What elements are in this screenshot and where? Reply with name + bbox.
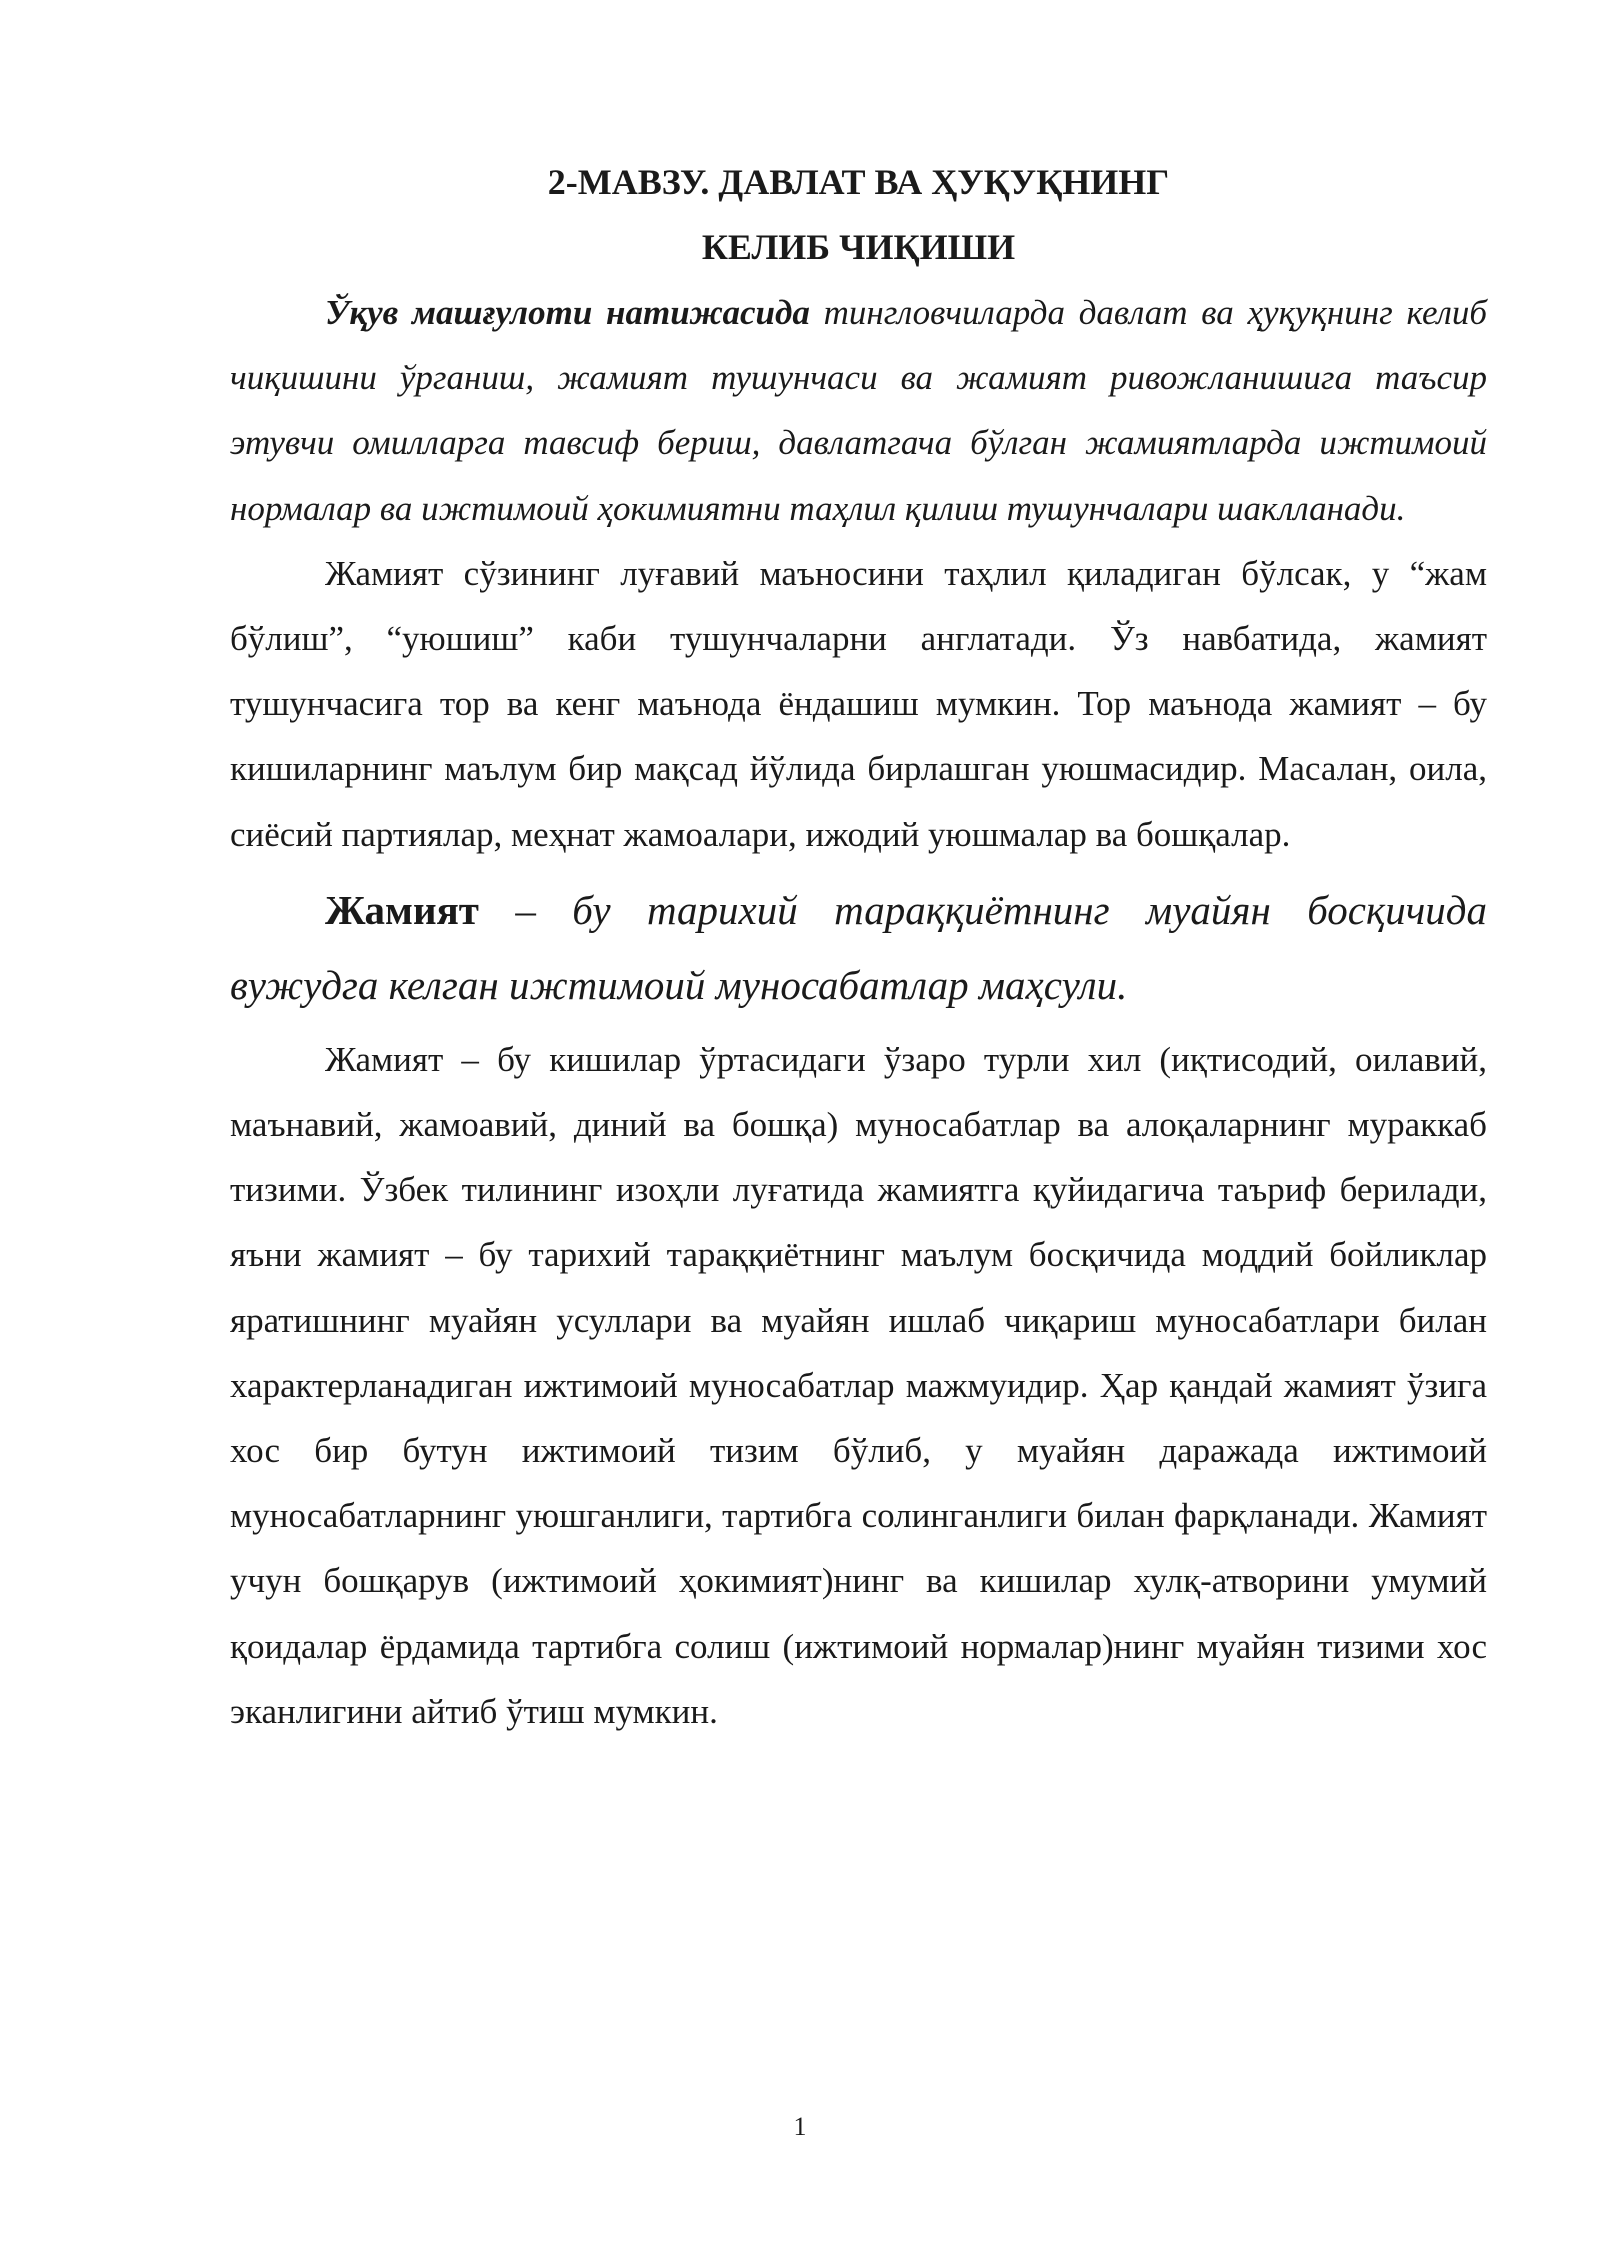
page-content [230, 150, 1487, 1744]
definition-paragraph [230, 873, 1487, 1023]
title-line-1: 2-МАВЗУ. ДАВЛАТ ВА ҲУҚУҚНИНГ [547, 162, 1170, 202]
objectives-lead: Ўқув машғулоти натижасида [325, 293, 810, 332]
learning-objectives-paragraph [230, 280, 1487, 541]
body-paragraph-1: Жамият сўзининг луғавий маъносини таҳлил қиладиган бўлсак, у “жам бўлиш”, “уюшиш” каби тушунчаларни англатади. Ўз навбатида, жамият тушунчасига тор ва кенг маънода ёндашиш мумкин. Тор маънода жамият – бу кишиларнинг маълум бир мақсад йўлида бирлашган уюшмасидир. Масалан, оила, сиёсий партиялар, меҳнат жамоалари, ижодий уюшмалар ва бошқалар. [230, 553, 1487, 854]
page-number: 1 [793, 2112, 807, 2141]
body-paragraph-2: Жамият – бу кишилар ўртасидаги ўзаро турли хил (иқтисодий, оилавий, маънавий, жамоавий, диний ва бошқа) муносабатлар ва алоқаларнинг мураккаб тизими. Ўзбек тилининг изоҳли луғатида жамиятга қуйидагича таъриф берилади, яъни жамият – бу тарихий тараққиётнинг маълум босқичида моддий бойликлар яратишнинг муайян усуллари ва муайян ишлаб чиқариш муносабатлари билан характерланадиган ижтимоий муносабатлар мажмуидир. Ҳар қандай жамият ўзига хос бир бутун ижтимоий тизим бўлиб, у муайян даражада ижтимоий муносабатларнинг уюшганлиги, тартибга солинганлиги билан фарқланади. Жамият учун бошқарув (ижтимоий ҳокимият)нинг ва кишилар хулқ-атворини умумий қоидалар ёрдамида тартибга солиш (ижтимоий нормалар)нинг муайян тизими хос эканлигини айтиб ўтиш мумкин. [230, 1039, 1487, 1731]
title-line-2: КЕЛИБ ЧИҚИШИ [701, 227, 1016, 267]
objectives-text: тингловчиларда давлат ва ҳуқуқнинг келиб чиқишини ўрганиш, жамият тушунчаси ва жамият ривожланишига таъсир этувчи омилларга тавсиф бериш, давлатгача бўлган жамиятларда ижтимоий нормалар ва ижтимоий ҳокимиятни таҳлил қилиш тушунчалари шаклланади. [230, 293, 1487, 528]
definition-term: Жамият [325, 886, 479, 933]
definition-body: – бу тарихий тараққиётнинг муайян босқичида вужудга келган ижтимоий муносабатлар маҳсули. [230, 886, 1487, 1008]
